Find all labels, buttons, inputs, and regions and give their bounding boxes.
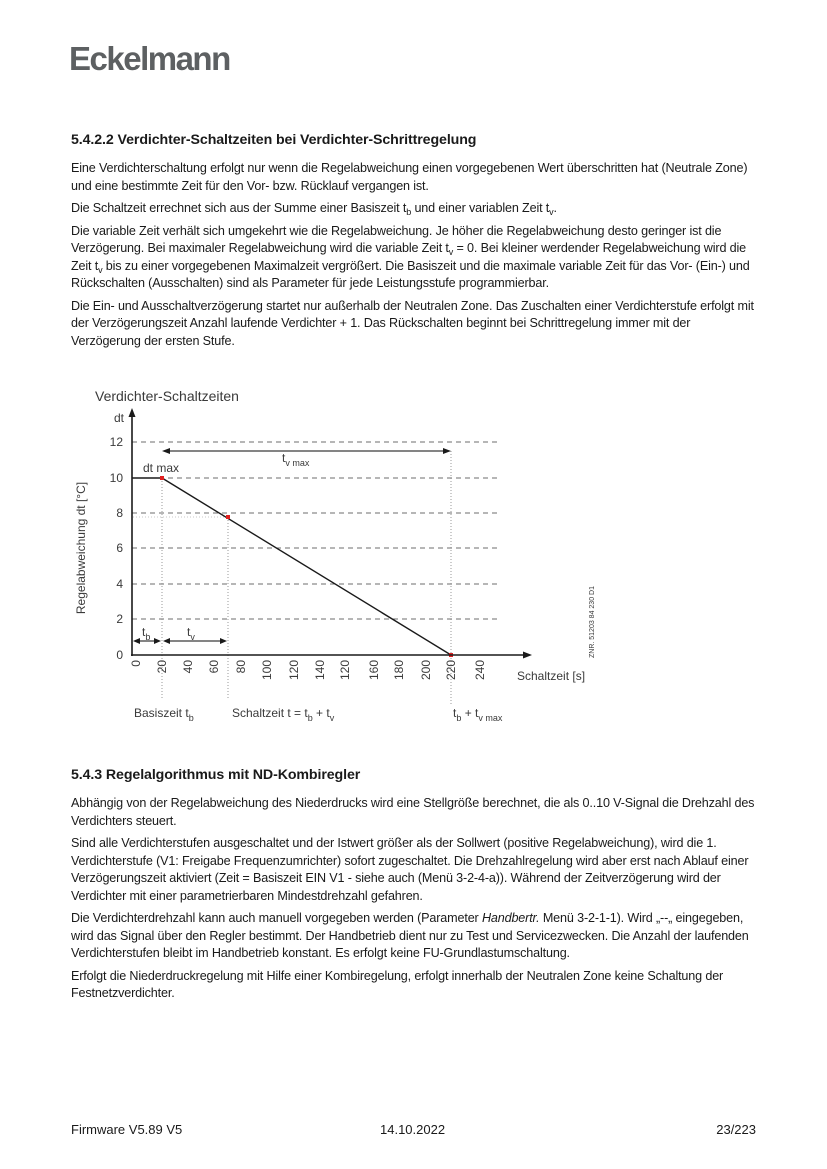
schaltzeit-formula-label: Schaltzeit $t = t_b + t_v$	[232, 706, 335, 723]
svg-text:40: 40	[181, 660, 195, 674]
paragraph: Die variable Zeit verhält sich umgekehrt wie die Regelabweichung. Je höher die Regelabweichung desto geringer ist die Verzögerung. Bei maximaler Regelabweichung wird die variable Zeit $t_v = 0$. Bei kleiner werdender Regelabweichung wird die Zeit $t_v$ bis zu einer vorgegebenen Maximalzeit vergrößert. Die Basiszeit und die maximale variable Zeit für das Vor- (Ein-) und Rückschalten (Ausschalten) sind als Parameter für jede Leistungsstufe programmierbar.	[71, 223, 750, 290]
schaltzeit-line	[132, 478, 451, 655]
section-heading: 5.4.3 Regelalgorithmus mit ND-Kombiregler	[71, 767, 361, 783]
arrow-right-icon	[443, 448, 451, 454]
svg-text:12: 12	[109, 435, 123, 449]
y-axis-arrow-icon	[129, 408, 136, 417]
tv-max-label: $t_{v max}$	[282, 451, 310, 468]
svg-text:4: 4	[116, 577, 123, 591]
paragraph: Die Ein- und Ausschaltverzögerung startet nur außerhalb der Neutralen Zone. Das Zuschalten einer Verdichterstufe erfolgt mit der Verzögerungszeit Anzahl laufende Verdichter + 1. Das Rückschalten beginnt bei Schrittregelung immer mit der Verzögerung der ersten Stufe.	[71, 298, 754, 348]
svg-text:100: 100	[260, 660, 274, 681]
y-axis-label: Regelabweichung dt [°C]	[74, 481, 88, 615]
drawing-number: ZNR. 51203 84 230 D1	[589, 586, 596, 658]
paragraph: Eine Verdichterschaltung erfolgt nur wenn die Regelabweichung einen vorgegebenen Wert überschritten hat (Neutrale Zone) und eine bestimmte Zeit für den Vor- bzw. Rücklauf vergangen ist.	[71, 161, 748, 193]
basiszeit-label: Basiszeit $t_b$	[134, 706, 194, 723]
svg-text:240: 240	[473, 660, 487, 681]
paragraph: Abhängig von der Regelabweichung des Niederdrucks wird eine Stellgröße berechnet, die als 0..10 V-Signal die Drehzahl des Verdichters steuert.	[71, 796, 755, 828]
svg-text:120: 120	[287, 660, 301, 681]
svg-text:160: 160	[367, 660, 381, 681]
paragraph: Erfolgt die Niederdruckregelung mit Hilfe einer Kombiregelung, erfolgt innerhalb der Neutralen Zone keine Schaltung der Festnetzverdichter.	[71, 968, 724, 1000]
svg-text:8: 8	[116, 506, 123, 520]
footer-date: 14.10.2022	[380, 1122, 446, 1137]
svg-text:2: 2	[116, 612, 123, 626]
svg-text:140: 140	[313, 660, 327, 681]
section-nd-kombiregler	[71, 767, 761, 1008]
grid-lines	[132, 442, 497, 619]
svg-text:0: 0	[116, 648, 123, 662]
svg-text:60: 60	[207, 660, 221, 674]
svg-text:0: 0	[129, 660, 143, 667]
paragraph: Sind alle Verdichterstufen ausgeschaltet und der Istwert größer als der Sollwert (positive Regelabweichung), wird die 1. Verdichterstufe (V1: Freigabe Frequenzumrichter) sofort zugeschaltet. Die Drehzahlregelung wird aber erst nach Ablauf einer Verzögerungszeit aktiviert (Zeit = Basiszeit EIN V1 - siehe auch (Menü 3-2-4-a)). Während der Zeitverzögerung wird der Verdichter mit einer parametrierbaren Mindestdrehzahl gefahren.	[71, 836, 749, 903]
svg-text:220: 220	[444, 660, 458, 681]
footer-firmware: Firmware V5.89 V5	[71, 1122, 183, 1137]
tb-label: $t_b$	[142, 625, 151, 642]
dt-max-label: dt max	[143, 461, 180, 475]
paragraph: Die Schaltzeit errechnet sich aus der Summe einer Basiszeit $t_b$ und einer variablen Zeit $t_v$.	[71, 201, 557, 217]
x-axis-label: Schaltzeit [s]	[517, 669, 586, 683]
x-axis-arrow-icon	[523, 652, 532, 659]
chart-title: Verdichter-Schaltzeiten	[95, 388, 239, 404]
verdichter-schaltzeiten-chart	[60, 380, 620, 730]
arrow-right-icon	[154, 638, 161, 644]
svg-text:20: 20	[155, 660, 169, 674]
svg-text:80: 80	[234, 660, 248, 674]
svg-text:10: 10	[109, 471, 123, 485]
svg-text:120: 120	[338, 660, 352, 681]
tv-label: $t_v$	[187, 625, 195, 642]
paragraph: Die Verdichterdrehzahl kann auch manuell vorgegeben werden (Parameter Handbertr. Menü 3-2-1-1). Wird „--„ eingegeben, wird das Signal über den Regler bestimmt. Der Handbetrieb dient nur zu Test und Servicezwecken. Die Anzahl der laufenden Verdichterstufen bleibt im Handbetrieb konstant. Es erfolgt keine FU-Grundlastumschaltung.	[71, 911, 749, 960]
footer-page-number: 23/223	[716, 1122, 756, 1137]
eckelmann-logo: Eckelmann	[69, 40, 230, 77]
y-tick-labels	[110, 435, 124, 662]
tb-tvmax-label: $t_b + t_{v max}$	[453, 706, 503, 723]
section-heading: 5.4.2.2 Verdichter-Schaltzeiten bei Verdichter-Schrittregelung	[71, 132, 477, 148]
section-verdichter-schaltzeiten	[71, 132, 761, 355]
arrow-left-icon	[162, 448, 170, 454]
arrow-left-icon	[163, 638, 170, 644]
svg-text:180: 180	[392, 660, 406, 681]
svg-text:6: 6	[116, 541, 123, 555]
arrow-right-icon	[220, 638, 227, 644]
svg-text:200: 200	[419, 660, 433, 681]
y-axis-top-label: dt	[113, 411, 124, 425]
x-tick-labels	[129, 660, 487, 680]
arrow-left-icon	[133, 638, 140, 644]
